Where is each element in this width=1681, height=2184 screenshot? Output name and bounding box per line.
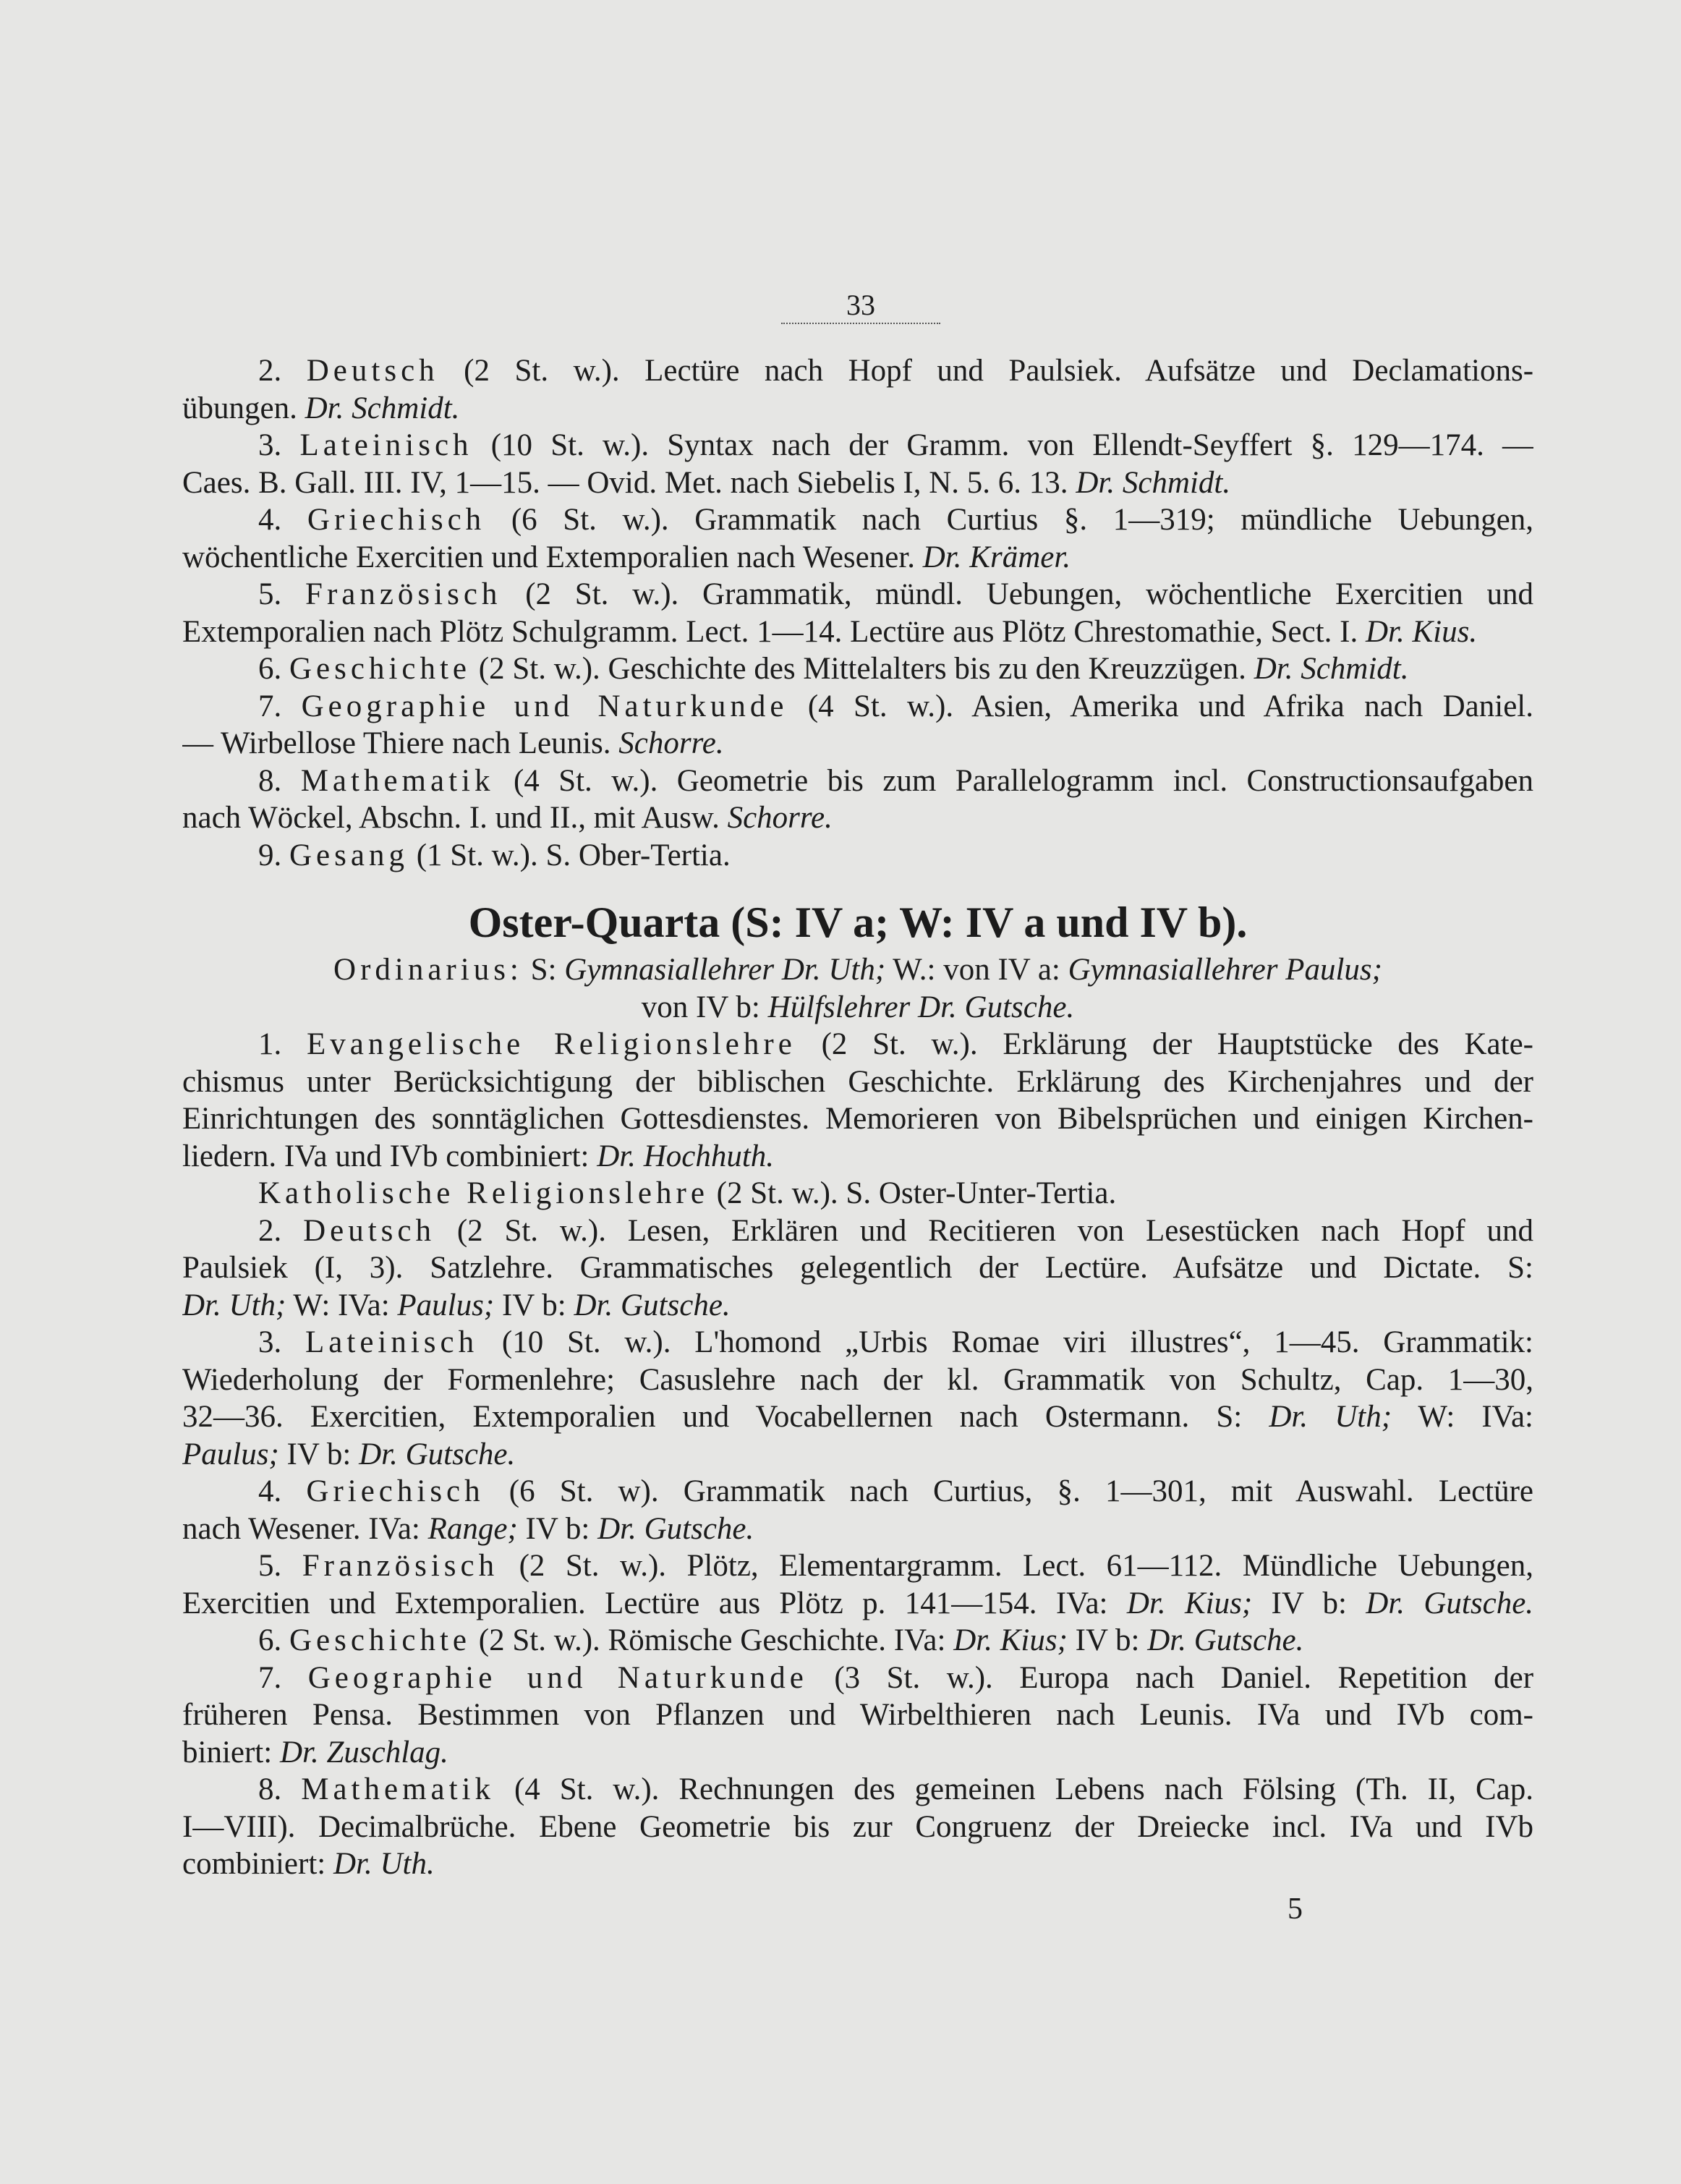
entry-number: 5. (258, 577, 282, 611)
entry-text: (2 St. w.). Römische Geschichte. IVa: (478, 1623, 946, 1657)
entry-number: 3. (258, 428, 282, 462)
entry-text: combiniert: (182, 1847, 326, 1881)
signature-mark: 5 (1288, 1892, 1303, 1926)
entry-mathematik (182, 1771, 1533, 1809)
entry-text: (4 St. w.). Asien, Amerika und Afrika nach Daniel. (807, 689, 1533, 723)
entry-text: Paulsiek (I, 3). Satzlehre. Grammatisches gelegentlich der Lectüre. Aufsätze und Dictate. S: (182, 1251, 1533, 1285)
entry-line (182, 1100, 1533, 1138)
page-number-ornament (781, 318, 940, 324)
entry-text: I—VIII). Decimalbrüche. Ebene Geometrie bis zur Congruenz der Dreiecke incl. IVa und IVb (182, 1809, 1533, 1844)
entry-line (182, 1436, 1533, 1474)
entry-deutsch (182, 352, 1533, 390)
teacher-name: Dr. Gutsche. (359, 1437, 516, 1471)
teacher-name: Dr. Gutsche. (1147, 1623, 1304, 1657)
teacher-name: Dr. Kius; (1126, 1586, 1253, 1620)
entry-text: Extemporalien nach Plötz Schulgramm. Lect. 1—14. Lectüre aus Plötz Chrestomathie, Sect. I. (182, 614, 1358, 649)
entry-number: 7. (258, 689, 282, 723)
entry-text: Einrichtungen des sonntäglichen Gottesdienstes. Memorieren von Bibelsprüchen und einigen Kirchen- (182, 1102, 1533, 1136)
subject-name: Gesang (289, 838, 409, 872)
teacher-name: Paulus; (182, 1437, 279, 1471)
teacher-name: Dr. Zuschlag. (279, 1735, 448, 1769)
teacher-name: Dr. Gutsche. (1366, 1586, 1533, 1620)
entry-text: (10 St. w.). L'homond „Urbis Romae viri illustres“, 1—45. Grammatik: (501, 1325, 1533, 1359)
entry-kath-religion (182, 1175, 1533, 1212)
subject-name: Französisch (305, 577, 502, 611)
entry-text: (6 St. w.). Grammatik nach Curtius §. 1—319; mündliche Uebungen, (511, 503, 1533, 537)
entry-line (182, 1845, 1533, 1883)
entry-text: (2 St. w.). Lectüre nach Hopf und Paulsiek. Aufsätze und Declamations- (464, 354, 1533, 388)
entry-text: (6 St. w). Grammatik nach Curtius, §. 1—301, mit Auswahl. Lectüre (508, 1474, 1533, 1508)
entry-line (182, 1287, 1533, 1325)
subject-name: Geschichte (289, 652, 472, 686)
entry-line (182, 1585, 1533, 1623)
entry-griechisch (182, 501, 1533, 539)
entry-text: IV b: (286, 1437, 352, 1471)
entry-line (182, 1696, 1533, 1734)
entry-text: nach Wöckel, Abschn. I. und II., mit Ausw. (182, 801, 720, 835)
entry-number: 7. (258, 1660, 282, 1695)
entry-line (182, 1249, 1533, 1287)
subject-name: Geschichte (289, 1623, 472, 1657)
subject-name: Französisch (302, 1549, 499, 1583)
teacher-name: Dr. Uth. (333, 1847, 435, 1881)
entry-text: (3 St. w.). Europa nach Daniel. Repetition der (834, 1660, 1533, 1695)
teacher-name: Dr. Krämer. (922, 540, 1071, 574)
subject-name: Geographie und Naturkunde (307, 1660, 808, 1695)
teacher-name: Schorre. (618, 726, 724, 760)
entry-griechisch (182, 1473, 1533, 1510)
subject-name: Evangelische Religionslehre (307, 1027, 796, 1061)
page-number: 33 (846, 289, 875, 321)
teacher-name: Gymnasiallehrer Paulus; (1068, 953, 1382, 987)
entry-number: 8. (258, 763, 282, 798)
subject-name: Griechisch (307, 503, 486, 537)
entry-text: W: IVa: (293, 1288, 390, 1322)
entry-text: (2 St. w.). Plötz, Elementargramm. Lect. 61—112. Mündliche Uebungen, (519, 1549, 1533, 1583)
ordinarius-line (182, 951, 1533, 989)
entry-text: (2 St. w.). Grammatik, mündl. Uebungen, wöchentliche Exercitien und (525, 577, 1533, 611)
teacher-name: Dr. Kius. (1365, 614, 1478, 649)
entry-text: chismus unter Berücksichtigung der biblischen Geschichte. Erklärung des Kirchenjahres und der (182, 1064, 1533, 1099)
entry-text: (4 St. w.). Geometrie bis zum Parallelogramm incl. Constructionsaufgaben (513, 763, 1533, 798)
entry-geographie (182, 1660, 1533, 1697)
teacher-name: Dr. Schmidt. (1076, 465, 1231, 500)
entry-deutsch (182, 1212, 1533, 1250)
entry-text: (2 St. w.). Erklärung der Hauptstücke des Kate- (821, 1027, 1533, 1061)
subject-name: Deutsch (306, 354, 439, 388)
entry-line (182, 725, 1533, 762)
entry-text: (2 St. w.). Geschichte des Mittelalters bis zu den Kreuzzügen. (478, 652, 1246, 686)
entry-number: 9. (258, 838, 282, 872)
section-heading: Oster-Quarta (S: IV a; W: IV a und IV b). (468, 898, 1248, 946)
teacher-name: Hülfslehrer Dr. Gutsche. (767, 990, 1075, 1024)
lower-course-list (182, 951, 1533, 1883)
entry-number: 2. (258, 1213, 282, 1248)
entry-text: übungen. (182, 391, 297, 425)
entry-line (182, 613, 1533, 651)
entry-text: nach Wesener. IVa: (182, 1511, 420, 1546)
entry-text: biniert: (182, 1735, 273, 1769)
entry-text: (2 St. w.). S. Oster-Unter-Tertia. (716, 1176, 1117, 1210)
entry-text: liedern. IVa und IVb combiniert: (182, 1139, 590, 1173)
ordinarius-term: W.: von IV a: (893, 953, 1060, 987)
entry-line (182, 539, 1533, 577)
subject-name: Griechisch (306, 1474, 485, 1508)
ordinarius-term: S: (530, 953, 557, 987)
entry-franzoesisch (182, 576, 1533, 613)
entry-ev-religion (182, 1026, 1533, 1063)
teacher-name: Schorre. (727, 801, 833, 835)
entry-text: wöchentliche Exercitien und Extemporalien nach Wesener. (182, 540, 916, 574)
entry-lateinisch (182, 1324, 1533, 1361)
entry-line (182, 1138, 1533, 1176)
teacher-name: Gymnasiallehrer Dr. Uth; (564, 953, 886, 987)
entry-number: 1. (258, 1027, 282, 1061)
entry-number: 6. (258, 652, 282, 686)
teacher-name: Dr. Uth; (182, 1288, 286, 1322)
subject-name: Mathematik (300, 763, 495, 798)
entry-text: (4 St. w.). Rechnungen des gemeinen Lebens nach Fölsing (Th. II, Cap. (514, 1772, 1533, 1806)
entry-lateinisch (182, 427, 1533, 464)
entry-geschichte (182, 1622, 1533, 1660)
teacher-name: Dr. Gutsche. (597, 1511, 754, 1546)
teacher-name: Dr. Kius; (953, 1623, 1068, 1657)
entry-text: IV b: (525, 1511, 590, 1546)
entry-text: (1 St. w.). S. Ober-Tertia. (416, 838, 731, 872)
entry-text: 32—36. Exercitien, Extemporalien und Vocabellernen nach Ostermann. S: (182, 1400, 1243, 1434)
entry-line (182, 464, 1533, 502)
entry-number: 4. (258, 1474, 282, 1508)
ordinarius-term: von IV b: (641, 990, 760, 1024)
entry-text: IV b: (501, 1288, 566, 1322)
entry-line (182, 1809, 1533, 1846)
entry-text: Wiederholung der Formenlehre; Casuslehre nach der kl. Grammatik von Schultz, Cap. 1—30, (182, 1362, 1533, 1397)
entry-mathematik (182, 762, 1533, 800)
entry-text: IV b: (1075, 1623, 1140, 1657)
entry-line (182, 390, 1533, 428)
entry-number: 8. (258, 1772, 282, 1806)
teacher-name: Dr. Gutsche. (574, 1288, 731, 1322)
ordinarius-line (182, 989, 1533, 1027)
entry-text: (2 St. w.). Lesen, Erklären und Recitieren von Lesestücken nach Hopf und (456, 1213, 1533, 1248)
entry-gesang (182, 837, 1533, 875)
entry-geographie (182, 688, 1533, 726)
upper-course-list (182, 352, 1533, 874)
entry-text: — Wirbellose Thiere nach Leunis. (182, 726, 611, 760)
teacher-name: Dr. Uth; (1269, 1400, 1392, 1434)
entry-geschichte (182, 650, 1533, 688)
entry-text: Exercitien und Extemporalien. Lectüre aus Plötz p. 141—154. IVa: (182, 1586, 1108, 1620)
teacher-name: Dr. Schmidt. (305, 391, 460, 425)
subject-name: Lateinisch (299, 428, 473, 462)
entry-line (182, 1734, 1533, 1772)
teacher-name: Dr. Schmidt. (1254, 652, 1409, 686)
subject-name: Mathematik (301, 1772, 495, 1806)
ordinarius-label: Ordinarius: (333, 953, 523, 987)
subject-name: Lateinisch (305, 1325, 479, 1359)
entry-text: (10 St. w.). Syntax nach der Gramm. von Ellendt-Seyffert §. 129—174. — (490, 428, 1533, 462)
entry-number: 6. (258, 1623, 282, 1657)
subject-name: Katholische Religionslehre (258, 1176, 709, 1210)
entry-number: 2. (258, 354, 282, 388)
entry-number: 3. (258, 1325, 282, 1359)
entry-text: W: IVa: (1418, 1400, 1533, 1434)
entry-number: 4. (258, 503, 282, 537)
teacher-name: Dr. Hochhuth. (597, 1139, 775, 1173)
entry-number: 5. (258, 1549, 282, 1583)
entry-line (182, 1063, 1533, 1101)
entry-text: früheren Pensa. Bestimmen von Pflanzen und Wirbelthieren nach Leunis. IVa und IVb com- (182, 1698, 1533, 1732)
entry-line (182, 1510, 1533, 1548)
entry-line (182, 1361, 1533, 1399)
entry-line (182, 799, 1533, 837)
entry-text: Caes. B. Gall. III. IV, 1—15. — Ovid. Met. nach Siebelis I, N. 5. 6. 13. (182, 465, 1068, 500)
subject-name: Deutsch (303, 1213, 435, 1248)
entry-line (182, 1398, 1533, 1436)
entry-franzoesisch (182, 1547, 1533, 1585)
teacher-name: Paulus; (397, 1288, 495, 1322)
teacher-name: Range; (427, 1511, 518, 1546)
entry-text: IV b: (1271, 1586, 1347, 1620)
subject-name: Geographie und Naturkunde (301, 689, 788, 723)
